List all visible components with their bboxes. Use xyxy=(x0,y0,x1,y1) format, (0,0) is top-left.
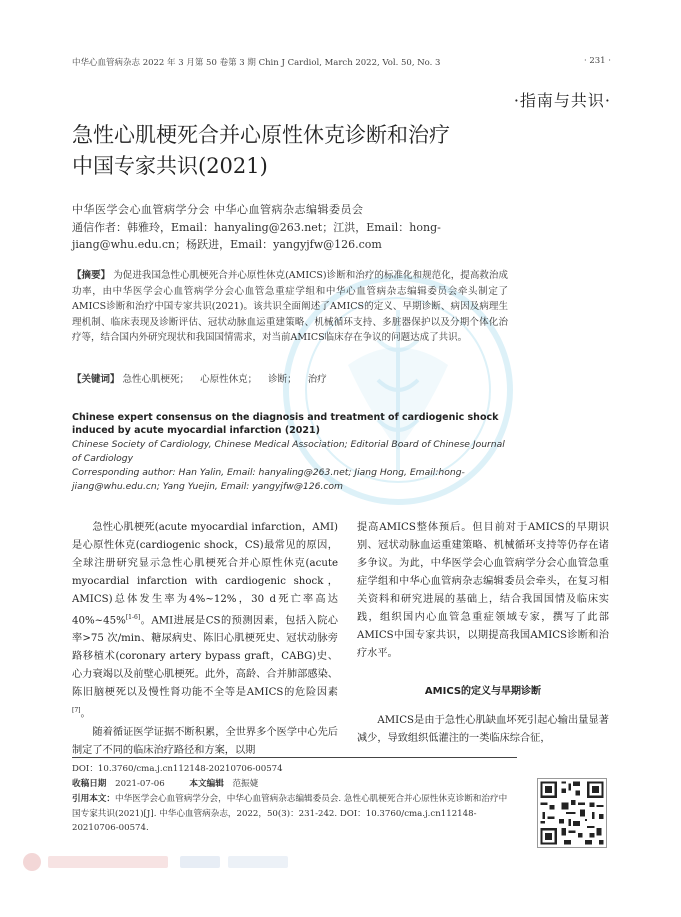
abstract xyxy=(72,268,508,346)
doi[interactable]: DOI：10.3760/cma.j.cn112148-20210706-00574 xyxy=(72,764,283,774)
page-number: · 231 · xyxy=(583,56,611,66)
body-paragraph: 急性心肌梗死(acute myocardial infarction，AMI)是心原性休克(cardiogenic shock，CS)最常见的原因，全球注册研究显示急性心肌梗死合并心原性休克(acute myocardial infarction with cardiogenic shock，AMICS)总体发生率为4%~12%，30 d死亡率高达40%~45%[1-6]。AMI进展是CS的预测因素，包括入院心率>75 次/min、糖尿病史、陈旧心肌梗死史、冠状动脉旁路移植术(coronary artery bypass graft，CABG)史、心力衰竭以及前壁心肌梗死。此外，高龄、合并肺部感染、陈旧脑梗死以及慢性肾功能不全等是AMICS的危险因素[7]。 xyxy=(72,522,338,720)
section-heading: AMICS的定义与早期诊断 xyxy=(424,686,542,697)
keyword: 心原性休克； xyxy=(200,374,258,385)
keywords-label: 【关键词】 xyxy=(72,374,120,385)
correspondence: 通信作者：韩雅玲，Email：hanyaling@263.net；江洪，Email：hong-jiang@whu.edu.cn；杨跃进，Email：yangyjfw@126.com xyxy=(72,221,441,251)
keywords xyxy=(72,371,508,385)
body-paragraph: AMICS是由于急性心肌缺血坏死引起心输出量显著减少，导致组织低灌注的一类临床综合征， xyxy=(357,715,609,744)
citation xyxy=(72,792,512,836)
reference-marker[interactable]: [1-6] xyxy=(125,614,141,621)
keyword: 诊断； xyxy=(268,374,297,385)
editor-label: 本文编辑 xyxy=(189,779,224,789)
qr-code-icon[interactable] xyxy=(537,778,607,848)
received-date: 2021-07-06 xyxy=(115,779,165,789)
received-and-editor xyxy=(72,777,512,792)
body-column-right-continued xyxy=(357,712,609,748)
authors: 中华医学会心血管病学分会 中华心血管病杂志编辑委员会 xyxy=(72,203,364,216)
received-label: 收稿日期 xyxy=(72,779,107,789)
title-line-2: 中国专家共识(2021) xyxy=(72,154,268,178)
english-title: Chinese expert consensus on the diagnosis and treatment of cardiogenic shock induced by acute myocardial infarction (2021) xyxy=(72,412,499,436)
article-title xyxy=(72,120,612,182)
body-paragraph: 随着循证医学证据不断积累，全世界多个医学中心先后制定了不同的临床治疗路径和方案，以期 xyxy=(72,726,338,756)
reference-marker[interactable]: [7] xyxy=(72,707,81,715)
running-head: 中华心血管病杂志 2022 年 3 月第 50 卷第 3 期 Chin J Cardiol, March 2022, Vol. 50, No. 3 xyxy=(72,58,441,68)
body-column-right xyxy=(357,519,609,663)
citation-text: 中华医学会心血管病学分会，中华心血管病杂志编辑委员会. 急性心肌梗死合并心原性休克诊断和治疗中国专家共识(2021)[J]. 中华心血管病杂志，2022，50(3)：231-242. DOI：10.3760/cma.j.cn112148-20210706-00574. xyxy=(72,794,508,833)
keyword: 急性心肌梗死； xyxy=(122,374,190,385)
abstract-label: 【摘要】 xyxy=(72,270,111,281)
editor-name: 范振婕 xyxy=(232,779,259,789)
body-paragraph: 提高AMICS整体预后。但目前对于AMICS的早期识别、冠状动脉血运重建策略、机械循环支持等仍存在诸多争议。为此，中华医学会心血管病学分会心血管急重症学组和中华心血管病杂志编辑委员会牵头，在复习相关资料和研究进展的基础上，结合我国国情及临床实践，组织国内心血管急重症领域专家，撰写了此部AMICS中国专家共识，以期提高我国AMICS诊断和治疗水平。 xyxy=(357,522,609,659)
citation-label: 引用本文： xyxy=(72,794,115,804)
english-corresponding: Corresponding author: Han Yalin, Email: hanyaling@263.net; Jiang Hong, Email:hong-jiang@whu.edu.cn; Yang Yuejin, Email: yangyjfw@126.com xyxy=(72,467,465,492)
footnote-divider xyxy=(72,757,517,758)
abstract-text: 为促进我国急性心肌梗死合并心原性休克(AMICS)诊断和治疗的标准化和规范化，提高救治成功率，由中华医学会心血管病学分会心血管急重症学组和中华心血管病杂志编辑委员会牵头制定了AMICS诊断和治疗中国专家共识(2021)。该共识全面阐述了AMICS的定义、早期诊断、病因及病理生理机制、临床表现及诊断评估、冠状动脉血运重建策略、机械循环支持、多脏器保护以及分期个体化治疗等，结合国内外研究现状和我国国情需求，对当前AMICS临床存在争议的问题达成了共识。 xyxy=(72,270,508,344)
title-line-1: 急性心肌梗死合并心原性休克诊断和治疗 xyxy=(72,123,450,147)
english-authors: Chinese Society of Cardiology, Chinese Medical Association; Editorial Board of Chinese Journal of Cardiology xyxy=(72,439,505,464)
section-tag: ·指南与共识· xyxy=(513,91,611,110)
keyword: 治疗 xyxy=(307,374,327,385)
body-column-left xyxy=(72,519,338,760)
publisher-logo xyxy=(20,850,350,874)
